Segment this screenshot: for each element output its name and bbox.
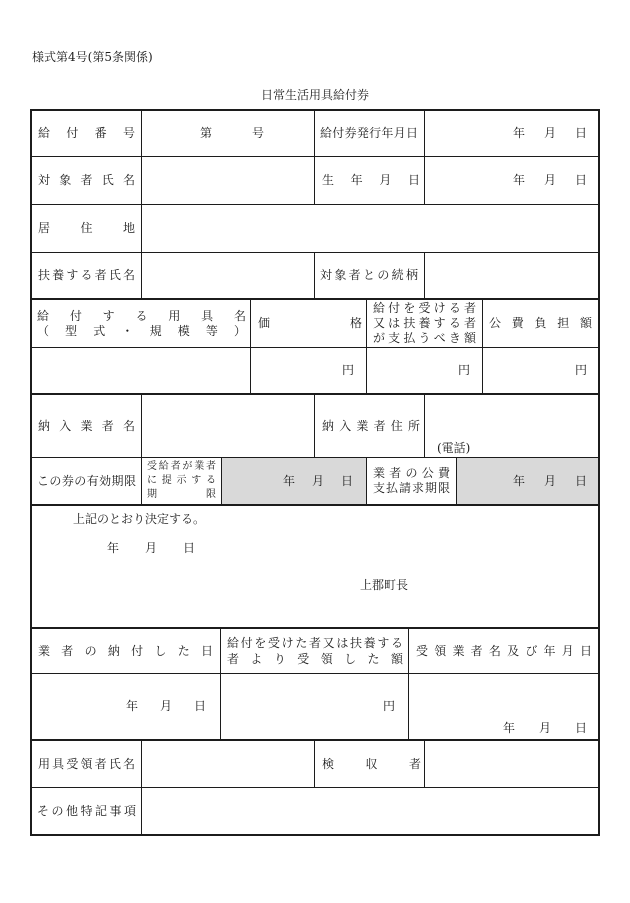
received-amount-label-line: 者より受領した額 xyxy=(227,652,403,666)
yen-unit: 円 xyxy=(341,363,354,377)
delivered-date-field xyxy=(31,674,221,741)
birth-date-units xyxy=(513,173,587,188)
receipt-label-cell xyxy=(409,629,599,674)
year-unit: 年 xyxy=(107,541,120,555)
supporter-name-label-cell xyxy=(31,253,142,300)
decision-issuer: 上郡町長 xyxy=(360,578,409,592)
year-unit: 年 xyxy=(282,473,295,488)
month-unit: 月 xyxy=(543,473,556,488)
copay-label-line: が支払うべき額 xyxy=(373,331,476,345)
copay-label-line: 又は扶養する者 xyxy=(373,316,476,330)
vendor-address-field xyxy=(425,395,599,458)
copay-field xyxy=(367,348,483,395)
presentation-deadline-label-line: 期限 xyxy=(147,489,216,500)
remarks-field xyxy=(142,788,599,835)
item-name-label: 給付する用具名 xyxy=(37,308,246,323)
day-unit: 日 xyxy=(193,699,206,713)
receipt-label: 受領業者名及び年月日 xyxy=(416,643,592,658)
address-label-cell xyxy=(31,205,142,253)
delivered-date-units xyxy=(126,699,206,714)
delivered-date-label-cell xyxy=(31,629,221,674)
issue-date-field xyxy=(425,110,599,157)
receipt-date-units xyxy=(503,721,587,736)
year-unit: 年 xyxy=(125,699,138,713)
voucher-number-template xyxy=(200,126,308,141)
address-label: 居住地 xyxy=(38,221,135,235)
inspector-field xyxy=(425,741,599,788)
price-label: 価格 xyxy=(258,316,362,330)
inspector-label-cell xyxy=(315,741,425,788)
received-amount-field xyxy=(221,674,409,741)
received-amount-label-cell xyxy=(221,629,409,674)
year-unit: 年 xyxy=(512,173,525,187)
vendor-address-label-cell xyxy=(315,395,425,458)
vendor-name-label: 納入業者名 xyxy=(38,418,135,433)
voucher-number-label: 給付番号 xyxy=(38,125,135,140)
inspector-label: 検収者 xyxy=(322,756,421,771)
vendor-address-label: 納入業者住所 xyxy=(322,418,420,433)
issue-date-label: 給付券発行年月日 xyxy=(320,125,418,140)
month-unit: 月 xyxy=(543,173,556,187)
receiver-name-field xyxy=(142,741,315,788)
yen-unit: 円 xyxy=(574,363,587,377)
decision-date-units xyxy=(107,541,195,556)
month-unit: 月 xyxy=(311,473,324,488)
claim-deadline-label-cell xyxy=(367,458,457,506)
day-unit: 日 xyxy=(574,473,587,488)
remarks-label: その他特記事項 xyxy=(37,803,136,818)
year-unit: 年 xyxy=(502,721,515,735)
year-unit: 年 xyxy=(512,473,525,488)
voucher-number-suffix: 号 xyxy=(252,125,265,140)
day-unit: 日 xyxy=(574,173,587,187)
item-name-field xyxy=(31,348,251,395)
relationship-label-cell xyxy=(315,253,425,300)
month-unit: 月 xyxy=(159,699,172,713)
recipient-name-field xyxy=(142,157,315,205)
year-unit: 年 xyxy=(512,125,525,140)
copay-label-line: 給付を受ける者 xyxy=(373,301,476,315)
month-unit: 月 xyxy=(145,541,158,555)
claim-deadline-label-line: 支払請求期限 xyxy=(373,481,450,495)
presentation-deadline-field xyxy=(222,458,367,506)
month-unit: 月 xyxy=(538,721,551,735)
vendor-name-field xyxy=(142,395,315,458)
delivered-date-label: 業者の納付した日 xyxy=(38,643,213,658)
voucher-number-prefix: 第 xyxy=(200,125,213,140)
yen-unit: 円 xyxy=(382,699,395,713)
issue-date-units xyxy=(513,126,587,141)
form-reference: 様式第4号(第5条関係) xyxy=(32,50,153,64)
received-amount-label-line: 給付を受けた者又は扶養する xyxy=(227,636,403,650)
month-unit: 月 xyxy=(543,125,556,140)
presentation-deadline-label-line: 受給者が業者 xyxy=(147,461,216,472)
presentation-deadline-units xyxy=(283,474,353,489)
receiver-name-label: 用具受領者氏名 xyxy=(38,756,135,771)
claim-deadline-label-line: 業者の公費 xyxy=(373,466,450,480)
voucher-number-label-cell xyxy=(31,110,142,157)
public-share-label-cell xyxy=(483,300,599,348)
recipient-name-label: 対象者氏名 xyxy=(38,173,135,187)
vendor-name-label-cell xyxy=(31,395,142,458)
receipt-field xyxy=(409,674,599,741)
day-unit: 日 xyxy=(574,125,587,140)
birth-date-field xyxy=(425,157,599,205)
decision-section xyxy=(31,506,599,629)
recipient-name-label-cell xyxy=(31,157,142,205)
remarks-label-cell xyxy=(31,788,142,835)
voucher-number-field xyxy=(142,110,315,157)
validity-label-cell xyxy=(31,458,142,506)
supporter-name-label: 扶養する者氏名 xyxy=(38,268,135,282)
yen-unit: 円 xyxy=(457,363,470,377)
price-field xyxy=(251,348,367,395)
issue-date-label-cell xyxy=(315,110,425,157)
public-share-label: 公費負担額 xyxy=(489,316,592,330)
birth-date-label-cell xyxy=(315,157,425,205)
relationship-field xyxy=(425,253,599,300)
validity-label: この券の有効期限 xyxy=(37,473,136,488)
phone-label: (電話) xyxy=(437,441,471,455)
copay-label-cell xyxy=(367,300,483,348)
receiver-name-label-cell xyxy=(31,741,142,788)
item-name-label-cell xyxy=(31,300,251,348)
claim-deadline-units xyxy=(513,474,587,489)
birth-date-label: 生年月日 xyxy=(322,173,420,187)
public-share-field xyxy=(483,348,599,395)
document-title: 日常生活用具給付券 xyxy=(260,88,369,102)
relationship-label: 対象者との続柄 xyxy=(320,268,418,282)
claim-deadline-field xyxy=(457,458,599,506)
price-label-cell xyxy=(251,300,367,348)
presentation-deadline-label-cell xyxy=(142,458,222,506)
presentation-deadline-label-line: に提示する xyxy=(147,475,216,486)
decision-statement: 上記のとおり決定する。 xyxy=(73,512,206,526)
day-unit: 日 xyxy=(574,721,587,735)
supporter-name-field xyxy=(142,253,315,300)
day-unit: 日 xyxy=(340,473,353,488)
address-field xyxy=(142,205,599,253)
day-unit: 日 xyxy=(183,541,196,555)
item-spec-label: （型式・規模等） xyxy=(37,323,246,338)
